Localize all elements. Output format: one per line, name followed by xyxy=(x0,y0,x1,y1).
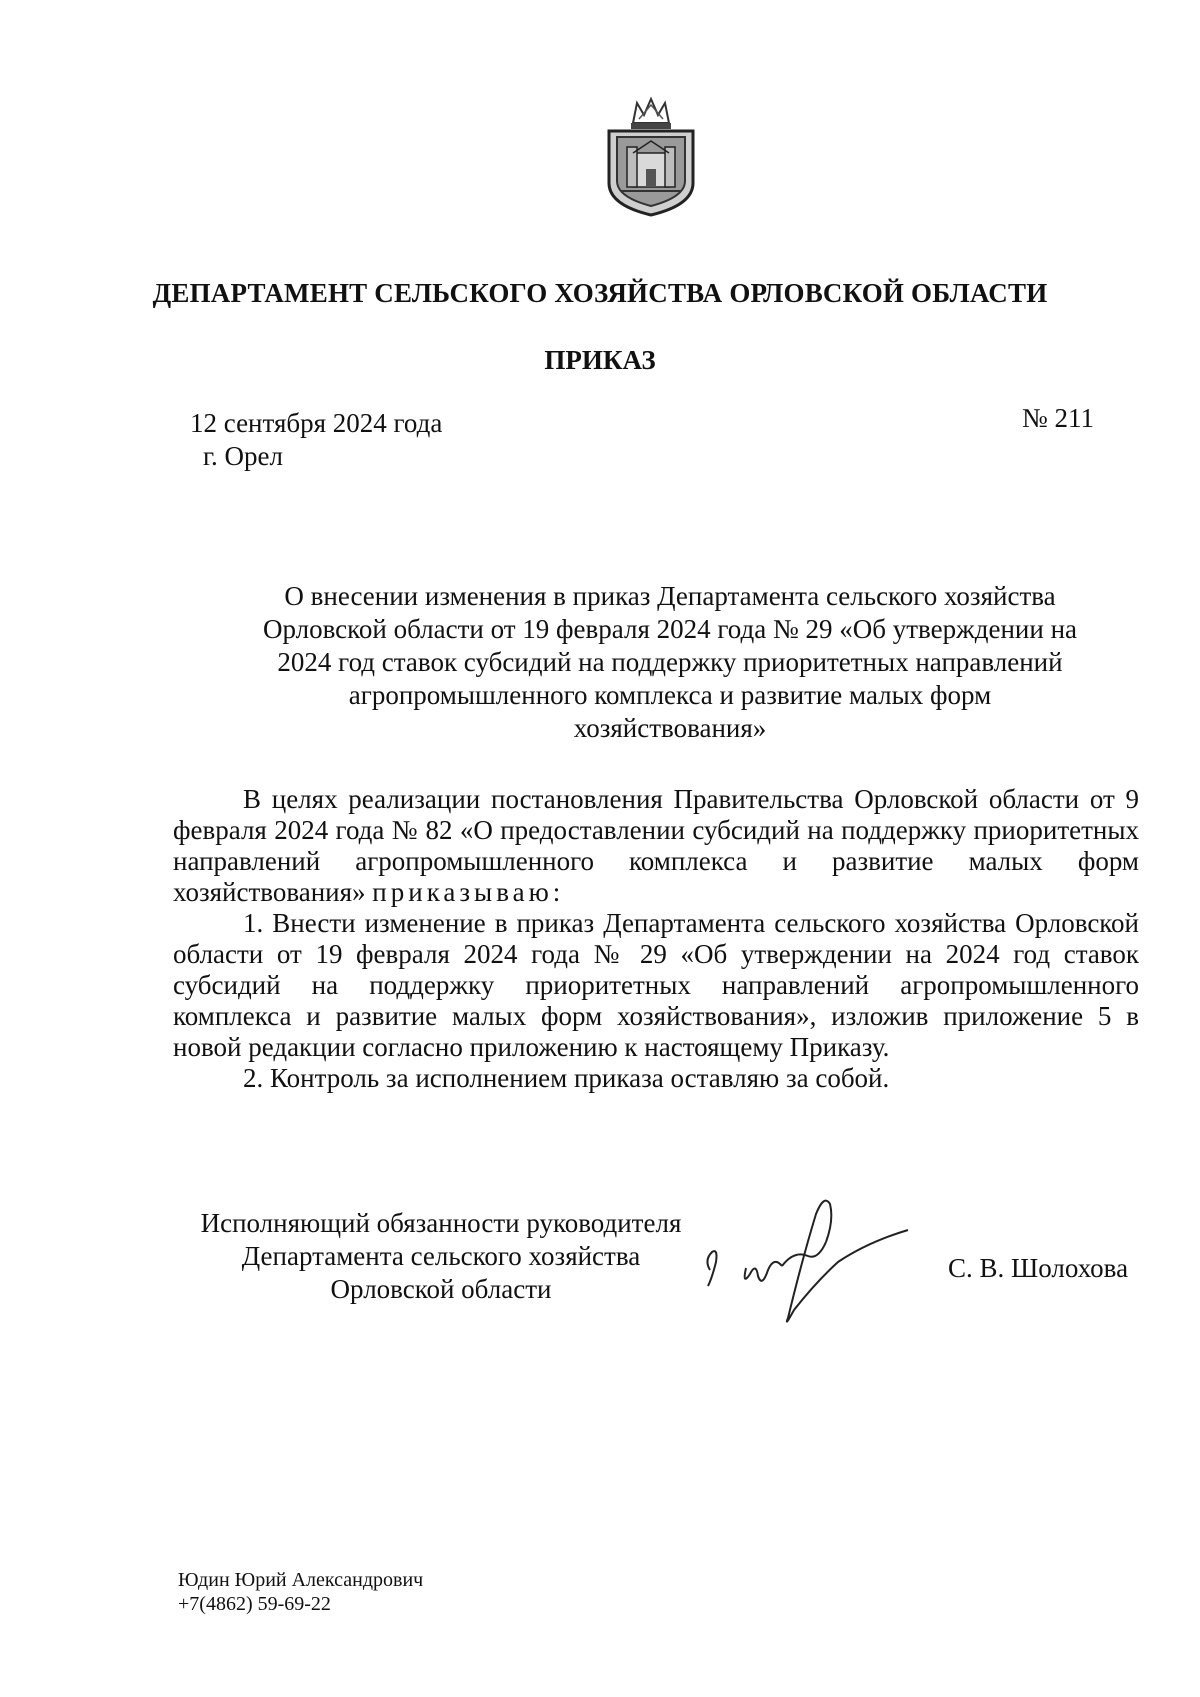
signatory-role xyxy=(176,1207,706,1306)
order-preamble xyxy=(173,784,1139,908)
department-name: ДЕПАРТАМЕНТ СЕЛЬСКОГО ХОЗЯЙСТВА ОРЛОВСКОЙ ОБЛАСТИ xyxy=(152,278,1048,308)
order-date: 12 сентября 2024 года xyxy=(190,408,443,438)
handwritten-signature-icon xyxy=(698,1190,918,1330)
order-number: № 211 xyxy=(1022,403,1095,433)
preamble-text: В целях реализации постановления Правительства Орловской области от 9 февраля 2024 года № 82 «О предоставлении субсидий на поддержку приоритетных направлений агропромышленного комплекса и развитие малых форм хозяйствования» xyxy=(173,784,1139,907)
contact-phone: +7(4862) 59-69-22 xyxy=(178,1593,331,1615)
order-word: приказываю: xyxy=(372,877,565,907)
coat-of-arms-icon xyxy=(603,95,699,217)
signatory-role-line-2: Департамента сельского хозяйства xyxy=(241,1241,641,1271)
signatory-role-line-1: Исполняющий обязанности руководителя xyxy=(200,1208,682,1238)
order-item-2: 2. Контроль за исполнением приказа оставляю за собой. xyxy=(243,1063,890,1093)
document-type-title: ПРИКАЗ xyxy=(544,345,656,375)
contact-name: Юдин Юрий Александрович xyxy=(178,1569,424,1591)
order-body xyxy=(173,784,1139,1094)
signatory-role-line-3: Орловской области xyxy=(330,1274,552,1304)
order-subject: О внесении изменения в приказ Департамента сельского хозяйства Орловской области от 19 февраля 2024 года № 29 «Об утверждении на 2024 год ставок субсидий на поддержку приоритетных направлений агропромышленного комплекса и развитие малых форм хозяйствования» xyxy=(262,581,1078,743)
contact-block xyxy=(178,1568,423,1616)
order-item-1: 1. Внести изменение в приказ Департамента сельского хозяйства Орловской области от 19 февраля 2024 года № 29 «Об утверждении на 2024 год ставок субсидий на поддержку приоритетных направлений агропромышленного комплекса и развитие малых форм хозяйствования», изложив приложение 5 в новой редакции согласно приложению к настоящему Приказу. xyxy=(173,908,1139,1062)
signatory-name: С. В. Шолохова xyxy=(948,1253,1129,1283)
order-city: г. Орел xyxy=(203,441,283,471)
